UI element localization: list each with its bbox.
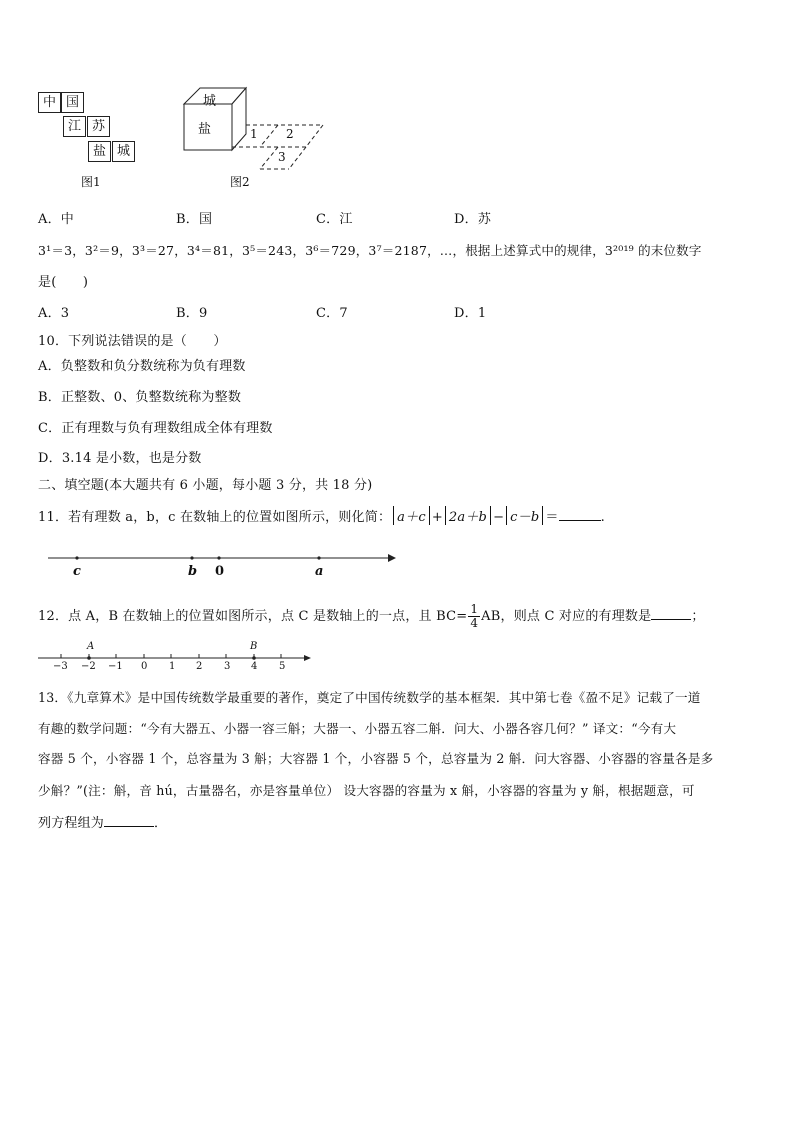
q9-option-c: C．7 [316,306,348,321]
q13-line-1: 13．《九章算术》是中国传统数学最重要的著作，奠定了中国传统数学的基本框架．其中第七卷《盈不足》记载了一道 [38,690,701,705]
q9-powers: 3¹＝3，3²＝9，3³＝27，3⁴＝81，3⁵＝243，3⁶＝729，3⁷＝2187，…，根据上述算式中的规律，3²⁰¹⁹ 的末位数字 [38,243,702,258]
q12-end: ； [691,609,705,624]
q12-suffix: AB，则点 C 对应的有理数是 [481,609,652,624]
q11-abs-1: a＋c [393,506,430,525]
q9-stem [38,241,702,259]
q12-tick-0: 0 [141,661,148,672]
q13-line-5 [38,812,167,831]
q12-tick-2: 2 [196,661,203,672]
q11-stem-text: 11．若有理数 a，b，c 在数轴上的位置如图所示，则化简： [38,510,392,525]
q12-answer-blank [651,607,691,620]
q11-axis-label-b: b [188,564,198,579]
q10-option-d: D．3.14 是小数，也是分数 [38,451,202,466]
q8-option-b: B．国 [176,212,213,227]
cube-top-label: 城 [203,94,217,109]
net-cell-jiang: 江 [63,116,86,137]
q11-stem: 11．若有理数 a，b，c 在数轴上的位置如图所示，则化简： a＋c + 2a＋b − c－b ＝ . [38,506,605,525]
section-2-heading: 二、填空题(本大题共有 6 小题，每小题 3 分，共 18 分) [38,478,373,493]
q9-option-b: B．9 [176,306,208,321]
track-label-2: 2 [286,127,294,141]
net-cell-guo: 国 [61,92,84,113]
q12-frac-den: 4 [470,616,479,630]
q12-tick-neg2: −2 [81,661,96,672]
track-label-3: 3 [278,150,286,164]
q11-abs-2: 2a＋b [445,506,491,525]
q12-prefix: 12．点 A，B 在数轴上的位置如图所示，点 C 是数轴上的一点，且 BC= [38,609,468,624]
q11-end: . [600,510,605,525]
net-cell-su: 苏 [87,116,110,137]
q12-tick-3: 3 [224,661,231,672]
q12-frac-num: 1 [470,602,479,616]
q12-stem [38,603,705,630]
q10-option-c: C．正有理数与负有理数组成全体有理数 [38,421,273,436]
q9-option-a: A．3 [38,306,70,321]
q10-option-b: B．正整数、0、负整数统称为整数 [38,390,242,405]
q10-option-a: A．负整数和负分数统称为负有理数 [38,359,246,374]
q12-point-a-label: A [87,641,95,652]
q13-line-2: 有趣的数学问题：“今有大器五、小器一容三斛；大器一、小器五容二斛．问大、小器各容几何？” 译文：“今有大 [38,721,677,736]
q13-line-3: 容器 5 个，小容器 1 个，总容量为 3 斛；大容器 1 个，小容器 5 个，总容量为 2 斛．问大容器、小容器的容量各是多 [38,751,714,766]
figure-2-caption: 图2 [230,175,250,189]
net-cell-yan: 盐 [88,141,111,162]
q12-tick-1: 1 [169,661,176,672]
q8-option-c: C．江 [316,212,353,227]
q12-point-b-label: B [250,641,258,652]
net-cell-cheng: 城 [112,141,135,162]
q11-equals: ＝ [545,510,559,525]
net-cell-zhong: 中 [38,92,61,113]
q8-option-a: A．中 [38,212,74,227]
q13-line-5-text: 列方程组为 [38,816,105,831]
q11-axis-label-c: c [73,564,81,579]
q10-stem: 10．下列说法错误的是（ ） [38,334,227,349]
q11-abs-3: c－b [506,506,543,525]
q8-option-d: D．苏 [454,212,492,227]
q9-stem-line2: 是( ) [38,275,89,290]
track-label-1: 1 [250,127,258,141]
figure-1-caption: 图1 [81,175,101,189]
q11-answer-blank [559,508,601,521]
q13-end: ． [154,816,168,831]
q12-tick-5: 5 [279,661,286,672]
q13-line-4: 少斛？”(注：斛，音 hú，古量器名，亦是容量单位） 设大容器的容量为 x 斛，小容器的容量为 y 斛，根据题意，可 [38,783,695,798]
q11-axis-label-0: 0 [215,564,225,579]
q12-tick-neg3: −3 [53,661,68,672]
q13-answer-blank [104,814,154,827]
q11-axis-label-a: a [315,564,324,579]
q12-tick-neg1: −1 [108,661,123,672]
q9-option-d: D．1 [454,306,487,321]
q12-fraction [468,603,480,630]
q12-tick-4: 4 [251,661,258,672]
cube-front-label: 盐 [198,122,212,137]
